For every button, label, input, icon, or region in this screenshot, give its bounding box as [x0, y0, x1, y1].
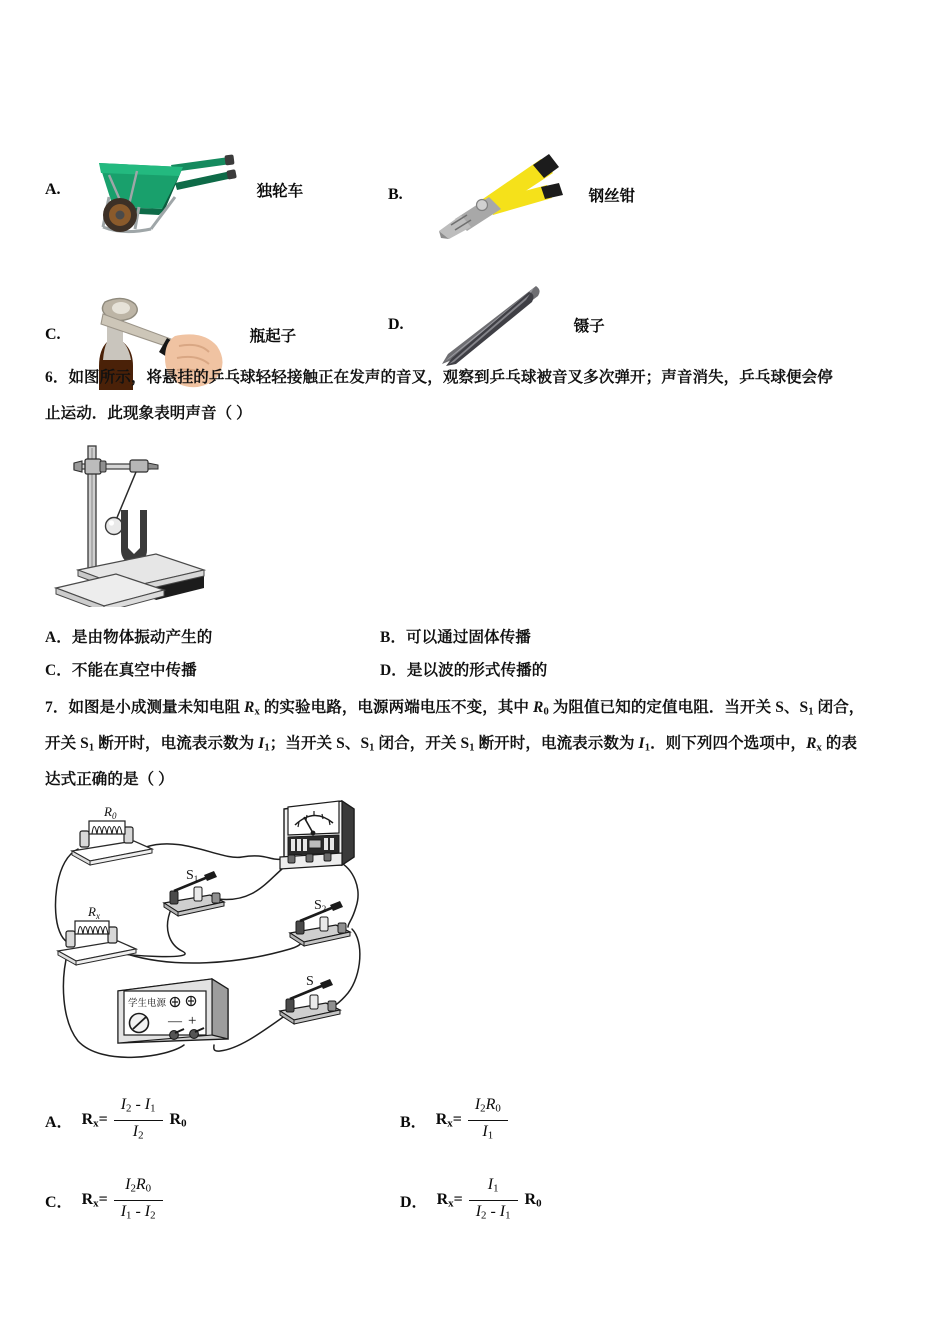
question5-option-d[interactable] — [388, 280, 605, 370]
question7-option-d[interactable] — [400, 1175, 542, 1226]
q7-option-a-lhs: $R_x=$ — [81, 1111, 108, 1130]
q7-c-denominator: $I_1 - I_2$ — [120, 1203, 156, 1222]
q7-l2-i1: I — [258, 735, 265, 752]
question7-line1 — [45, 690, 864, 731]
q6-option-b-letter: B． — [380, 629, 407, 646]
q7-option-d-letter: D． — [400, 1193, 428, 1211]
resistor-r0 — [72, 821, 152, 865]
option-letter-c: C. — [45, 326, 61, 343]
q7-l2-e: 断开时，电流表示数为 — [474, 735, 639, 752]
q7-l2-s1-sub: 1 — [88, 742, 95, 754]
q7-l2-rx: R — [806, 735, 817, 752]
q7-l2-g: 的表 — [821, 735, 858, 752]
option-d-label: 镊子 — [573, 318, 605, 335]
question6-option-b[interactable] — [380, 620, 531, 656]
q6-option-c-letter: C． — [45, 662, 72, 679]
q7-b-denominator: $I_1$ — [482, 1123, 494, 1142]
q7-l2-f: ．则下列四个选项中， — [650, 735, 807, 752]
option-a-label: 独轮车 — [256, 183, 304, 200]
q7-l2-d: 闭合，开关 S — [374, 735, 470, 752]
q7-a-numerator: $I_2 - I_1$ — [120, 1096, 156, 1115]
question6-line2: 止运动．此现象表明声音（ ） — [45, 405, 252, 422]
q7-l2-rx-sub: x — [816, 742, 822, 754]
q7-l1-r0-sub: 0 — [543, 706, 549, 718]
question7-option-b[interactable] — [400, 1095, 511, 1146]
q6-option-c-text: 不能在真空中传播 — [71, 662, 197, 679]
q7-d-trailing: $R_0$ — [524, 1191, 542, 1210]
option-letter-b: B. — [388, 186, 403, 203]
q7-option-b-lhs: $R_x=$ — [435, 1111, 462, 1130]
q7-l2-i2: I — [638, 735, 645, 752]
q6-option-d-text: 是以波的形式传播的 — [406, 662, 548, 679]
question6-option-d[interactable] — [380, 653, 547, 689]
minus-terminal-label: — — [168, 1014, 182, 1029]
q7-l2-s1c-sub: 1 — [469, 742, 475, 754]
q6-option-a-letter: A． — [45, 629, 72, 646]
q7-option-a-letter: A． — [45, 1113, 73, 1131]
question7-option-a[interactable] — [45, 1095, 187, 1146]
q7-option-c-lhs: $R_x=$ — [81, 1191, 108, 1210]
resistance-measurement-circuit-image — [42, 795, 402, 1085]
q7-a-trailing: $R_0$ — [169, 1111, 187, 1130]
s-label: S — [306, 974, 314, 989]
q7-c-numerator: $I_2R_0$ — [125, 1176, 152, 1195]
q7-l2-s1b-sub: 1 — [369, 742, 375, 754]
option-c-label: 瓶起子 — [249, 328, 297, 345]
question5-option-b[interactable] — [388, 145, 635, 245]
q7-option-d-fraction — [469, 1175, 518, 1226]
question6-option-a[interactable] — [45, 620, 212, 656]
question6-option-c[interactable] — [45, 653, 197, 689]
q7-l2-i1-sub: 1 — [264, 742, 270, 754]
pliers-image — [425, 145, 575, 245]
option-b-label: 钢丝钳 — [588, 188, 636, 205]
q7-d-denominator: $I_2 - I_1$ — [475, 1203, 511, 1222]
q6-option-a-text: 是由物体振动产生的 — [71, 629, 213, 646]
q6-option-b-text: 可以通过固体传播 — [406, 629, 531, 646]
q7-l1-r0: R — [533, 699, 544, 716]
q7-option-b-letter: B． — [400, 1113, 427, 1131]
plus-terminal-label: + — [188, 1013, 197, 1029]
q6-option-d-letter: D． — [380, 662, 407, 679]
power-supply-label: 学生电源 — [128, 998, 167, 1009]
q7-b-numerator: $I_2R_0$ — [474, 1096, 501, 1115]
q7-option-c-letter: C． — [45, 1193, 73, 1211]
tuning-fork-apparatus-image — [52, 442, 252, 607]
power-supply — [118, 979, 228, 1043]
q7-l1-a: 7．如图是小成测量未知电阻 — [45, 699, 245, 716]
wheelbarrow-image — [79, 145, 239, 235]
resistor-rx — [58, 921, 136, 965]
question7-option-c[interactable] — [45, 1175, 166, 1226]
option-letter-d: D. — [388, 316, 404, 333]
q7-l1-s1-sub: 1 — [808, 706, 814, 718]
q7-l1-d: 闭合， — [813, 699, 865, 716]
q7-option-c-fraction — [114, 1175, 163, 1226]
r0-label: $R_0$ — [104, 804, 117, 821]
q7-l2-b: 断开时，电流表示数为 — [94, 735, 259, 752]
q7-l1-b: 的实验电路，电源两端电压不变，其中 — [259, 699, 534, 716]
q7-l2-c: ；当开关 S、S — [269, 735, 370, 752]
question6-line1: 6．如图所示，将悬挂的乒乓球轻轻接触正在发声的音叉，观察到乒乓球被音叉多次弹开；声音消失，乒乓球便会停 — [45, 369, 833, 386]
q7-option-a-fraction — [114, 1095, 163, 1146]
s1-label: $S_1$ — [186, 868, 199, 884]
q7-a-denominator: $I_2$ — [132, 1123, 144, 1142]
q7-l2-a: 开关 S — [45, 735, 89, 752]
q7-l2-i2-sub: 1 — [644, 742, 651, 754]
tweezers-image — [430, 280, 560, 370]
q7-option-b-fraction — [468, 1095, 508, 1146]
q7-l1-rx-sub: x — [254, 706, 260, 718]
q7-l1-rx: R — [244, 699, 255, 716]
rx-label: $R_x$ — [88, 904, 100, 921]
question7-line2 — [45, 726, 857, 767]
question7-line3: 达式正确的是（ ） — [45, 771, 174, 788]
q7-d-numerator: $I_1$ — [487, 1176, 499, 1195]
q7-option-d-lhs: $R_x=$ — [436, 1191, 463, 1210]
q7-l1-c: 为阻值已知的定值电阻．当开关 S、S — [548, 699, 809, 716]
s2-label: $S_2$ — [314, 898, 327, 914]
option-letter-a: A. — [45, 181, 61, 198]
ammeter — [280, 801, 354, 869]
question5-option-a[interactable] — [45, 145, 303, 235]
